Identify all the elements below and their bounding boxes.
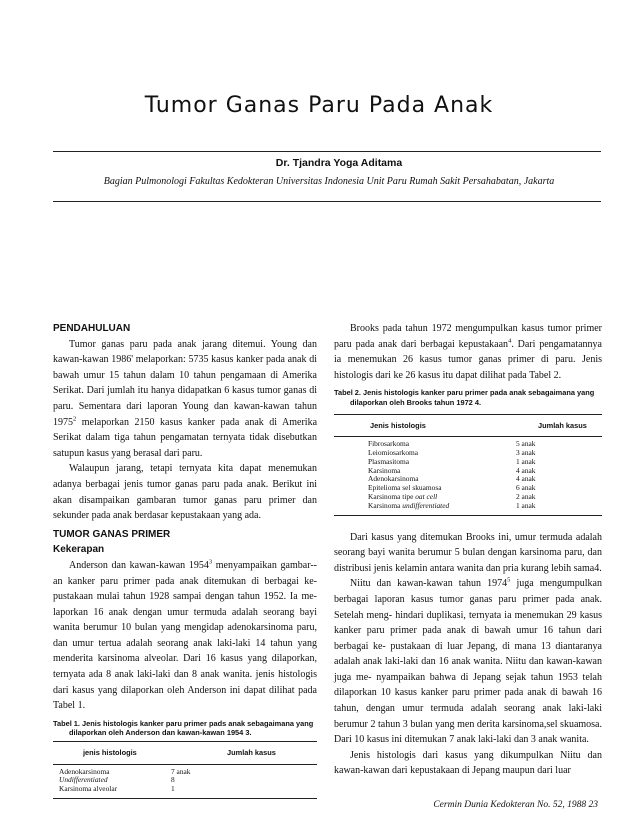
table-cell: 1 <box>171 784 175 794</box>
subsection-heading-kekerapan: Kekerapan <box>53 544 105 556</box>
table-cell: Undifferentiated <box>59 775 108 785</box>
table-2-caption: Tabel 2. Jenis histologis kanker paru primer pada anak sebagaimana yang dilaporkan oleh Brooks tahun 1972 4. <box>334 388 595 407</box>
table-cell: 1 anak <box>516 456 536 466</box>
table-1-header-count: Jumlah kasus <box>227 748 276 758</box>
section-heading-tumor-ganas-primer: TUMOR GANAS PRIMER <box>53 528 171 540</box>
table-cell: 3 anak <box>516 447 536 457</box>
table-cell: 5 anak <box>516 439 536 449</box>
table-1-header-type: jenis histologis <box>83 748 137 758</box>
table-cell: Karsinoma tipe oat cell <box>368 491 438 501</box>
table-2-header-row <box>334 415 602 438</box>
paragraph-anderson: Anderson dan kawan-kawan 1954$^3$ menyampaikan gambar-- an kanker paru primer pada anak ditemukan di berbagai ke- pustakaan mulai tahun 1928 sampai dengan tahun 1952. Ia me- laporkan 16 anak dengan umur termuda adalah seorang bayi wanita berumur 10 bulan yang mengidap adenokarsinoma paru, dan umur tertua adalah seorang anak laki-laki 14 tahun yang menderita karsinoma alveolar. Dari 16 kasus yang dilaporkan, ternyata ada 8 anak laki-laki dan 8 anak wanita. jenis histologis dari kasus yang dilaporkan oleh Anderson ini dapat dilihat pada Tabel 1. <box>53 558 317 712</box>
table-1-type-column <box>53 768 171 794</box>
table-1 <box>53 741 317 799</box>
table-cell: Karsinoma alveolar <box>59 784 118 794</box>
header-bottom-rule <box>53 201 601 202</box>
table-cell: 6 anak <box>516 483 536 493</box>
table-cell: 8 <box>171 775 175 785</box>
table-cell: Karsinoma <box>368 465 401 475</box>
header-top-rule <box>53 151 601 152</box>
table-cell: Leiomiosarkoma <box>368 447 419 457</box>
table-cell: Fibrosarkoma <box>368 439 410 449</box>
paragraph-brooks: Brooks pada tahun 1972 mengumpulkan kasus tumor primer paru pada anak dari berbagai kepustakaan$^4$. Dari pengamatannya ia menemukan 26 kasus tumor ganas primer di paru. Jenis histologis dari ke 26 kasus itu dapat dilihat pada Tabel 2. <box>334 323 602 381</box>
author-name: Dr. Tjandra Yoga Aditama <box>275 157 403 169</box>
paragraph-niitu-histology: Jenis histologis dari kasus yang dikumpulkan Niitu dan kawan-kawan dari kepustakaan di Jepang maupun dari luar <box>334 749 602 777</box>
table-1-header-row <box>53 742 317 765</box>
table-cell: 4 anak <box>516 474 536 484</box>
table-2-body <box>334 437 602 514</box>
article-title: Tumor Ganas Paru Pada Anak <box>144 93 494 118</box>
section-heading-pendahuluan: PENDAHULUAN <box>53 323 131 334</box>
table-cell: 1 anak <box>516 500 536 510</box>
right-column <box>334 321 602 779</box>
table-1-body <box>53 765 317 798</box>
table-2-header-count: Jumlah kasus <box>538 420 587 430</box>
author-affiliation: Bagian Pulmonologi Fakultas Kedokteran Universitas Indonesia Unit Paru Rumah Sakit Persahabatan, Jakarta <box>103 176 555 187</box>
table-cell: 4 anak <box>516 465 536 475</box>
paragraph-intro-2: Walaupun jarang, tetapi ternyata kita dapat menemukan adanya berbagai jenis tumor ganas paru pada anak. Berikut ini akan disampaikan gambaran tumor ganas paru primer dan sekunder pada anak berdasar kepustakaan yang ada. <box>53 463 317 522</box>
paragraph-niitu: Niitu dan kawan-kawan tahun 1974$^5$ juga mengumpulkan berbagai laporan kasus tumor ganas paru primer pada anak. Setelah meng- hindari duplikasi, ternyata ia menemukan 29 kasus kanker paru primer pada anak di bawah umur 16 tahun dari berbagai ke- pustakaan di luar Jepang, di mana 13 diantaranya adalah anak laki-laki dan 16 anak wanita. Niitu dan kawan-kawan juga me- nyampaikan bahwa di Jepang sejak tahun 1953 telah dilaporkan 10 kasus kanker paru primer pada anak di bawah 16 tahun, dengan umur termuda adalah seorang anak laki-laki berumur 2 tahun 3 bulan yang men derita karsinoma,sel skuamosa. Dari 10 kasus ini ditemukan 7 anak laki-laki dan 3 anak wanita. <box>334 576 602 746</box>
page-footer: Cermin Dunia Kedokteran No. 52, 1988 23 <box>433 800 598 810</box>
table-cell: 2 anak <box>516 491 536 501</box>
table-2-header-type: Jenis histologis <box>370 420 426 430</box>
left-column <box>53 321 317 799</box>
table-cell: 7 anak <box>171 766 191 776</box>
table-cell: Plasmasitoma <box>368 456 410 466</box>
table-1-caption: Tabel 1. Jenis histologis kanker paru primer pads anak sebagaimana yang dilaporkan oleh Anderson dan kawan-kawan 1954 3. <box>53 718 314 738</box>
table-cell: Epitelioma sel skuamosa <box>368 483 442 493</box>
table-2 <box>334 414 602 516</box>
paragraph-brooks-findings: Dari kasus yang ditemukan Brooks ini, umur termuda adalah seorang bayi wanita berumur 5 bulan dengan karsinoma paru, dan distribusi jenis kelamin antara wanita dan pria kurang lebih sama4. <box>334 531 602 574</box>
table-2-type-column <box>334 440 504 510</box>
table-1-count-column <box>171 768 191 794</box>
table-cell: Karsinoma undifferentiated <box>368 500 450 510</box>
table-cell: Adenokarsinoma <box>368 474 419 484</box>
paragraph-intro-1: Tumor ganas paru pada anak jarang ditemui. Young dan kawan-kawan 1986' melaporkan: 5735 kasus kanker pada anak di bawah umur 15 tahun dalam 10 tahun pengamaan di Amerika Serikat. Dari jumlah itu hanya didapatkan 6 kasus tumor ganas di paru. Sementara dari laporan Young dan kawan-kawan tahun 1975$^2$ melaporkan 2150 kasus kanker pada anak di Amerika Serikat dalam tiga tahun pengamatan ternyata tidak disebutkan satupun kasus yang berasal dari paru. <box>53 338 318 459</box>
table-2-count-column <box>504 440 536 510</box>
table-cell: Adenokarsinoma <box>59 766 110 776</box>
